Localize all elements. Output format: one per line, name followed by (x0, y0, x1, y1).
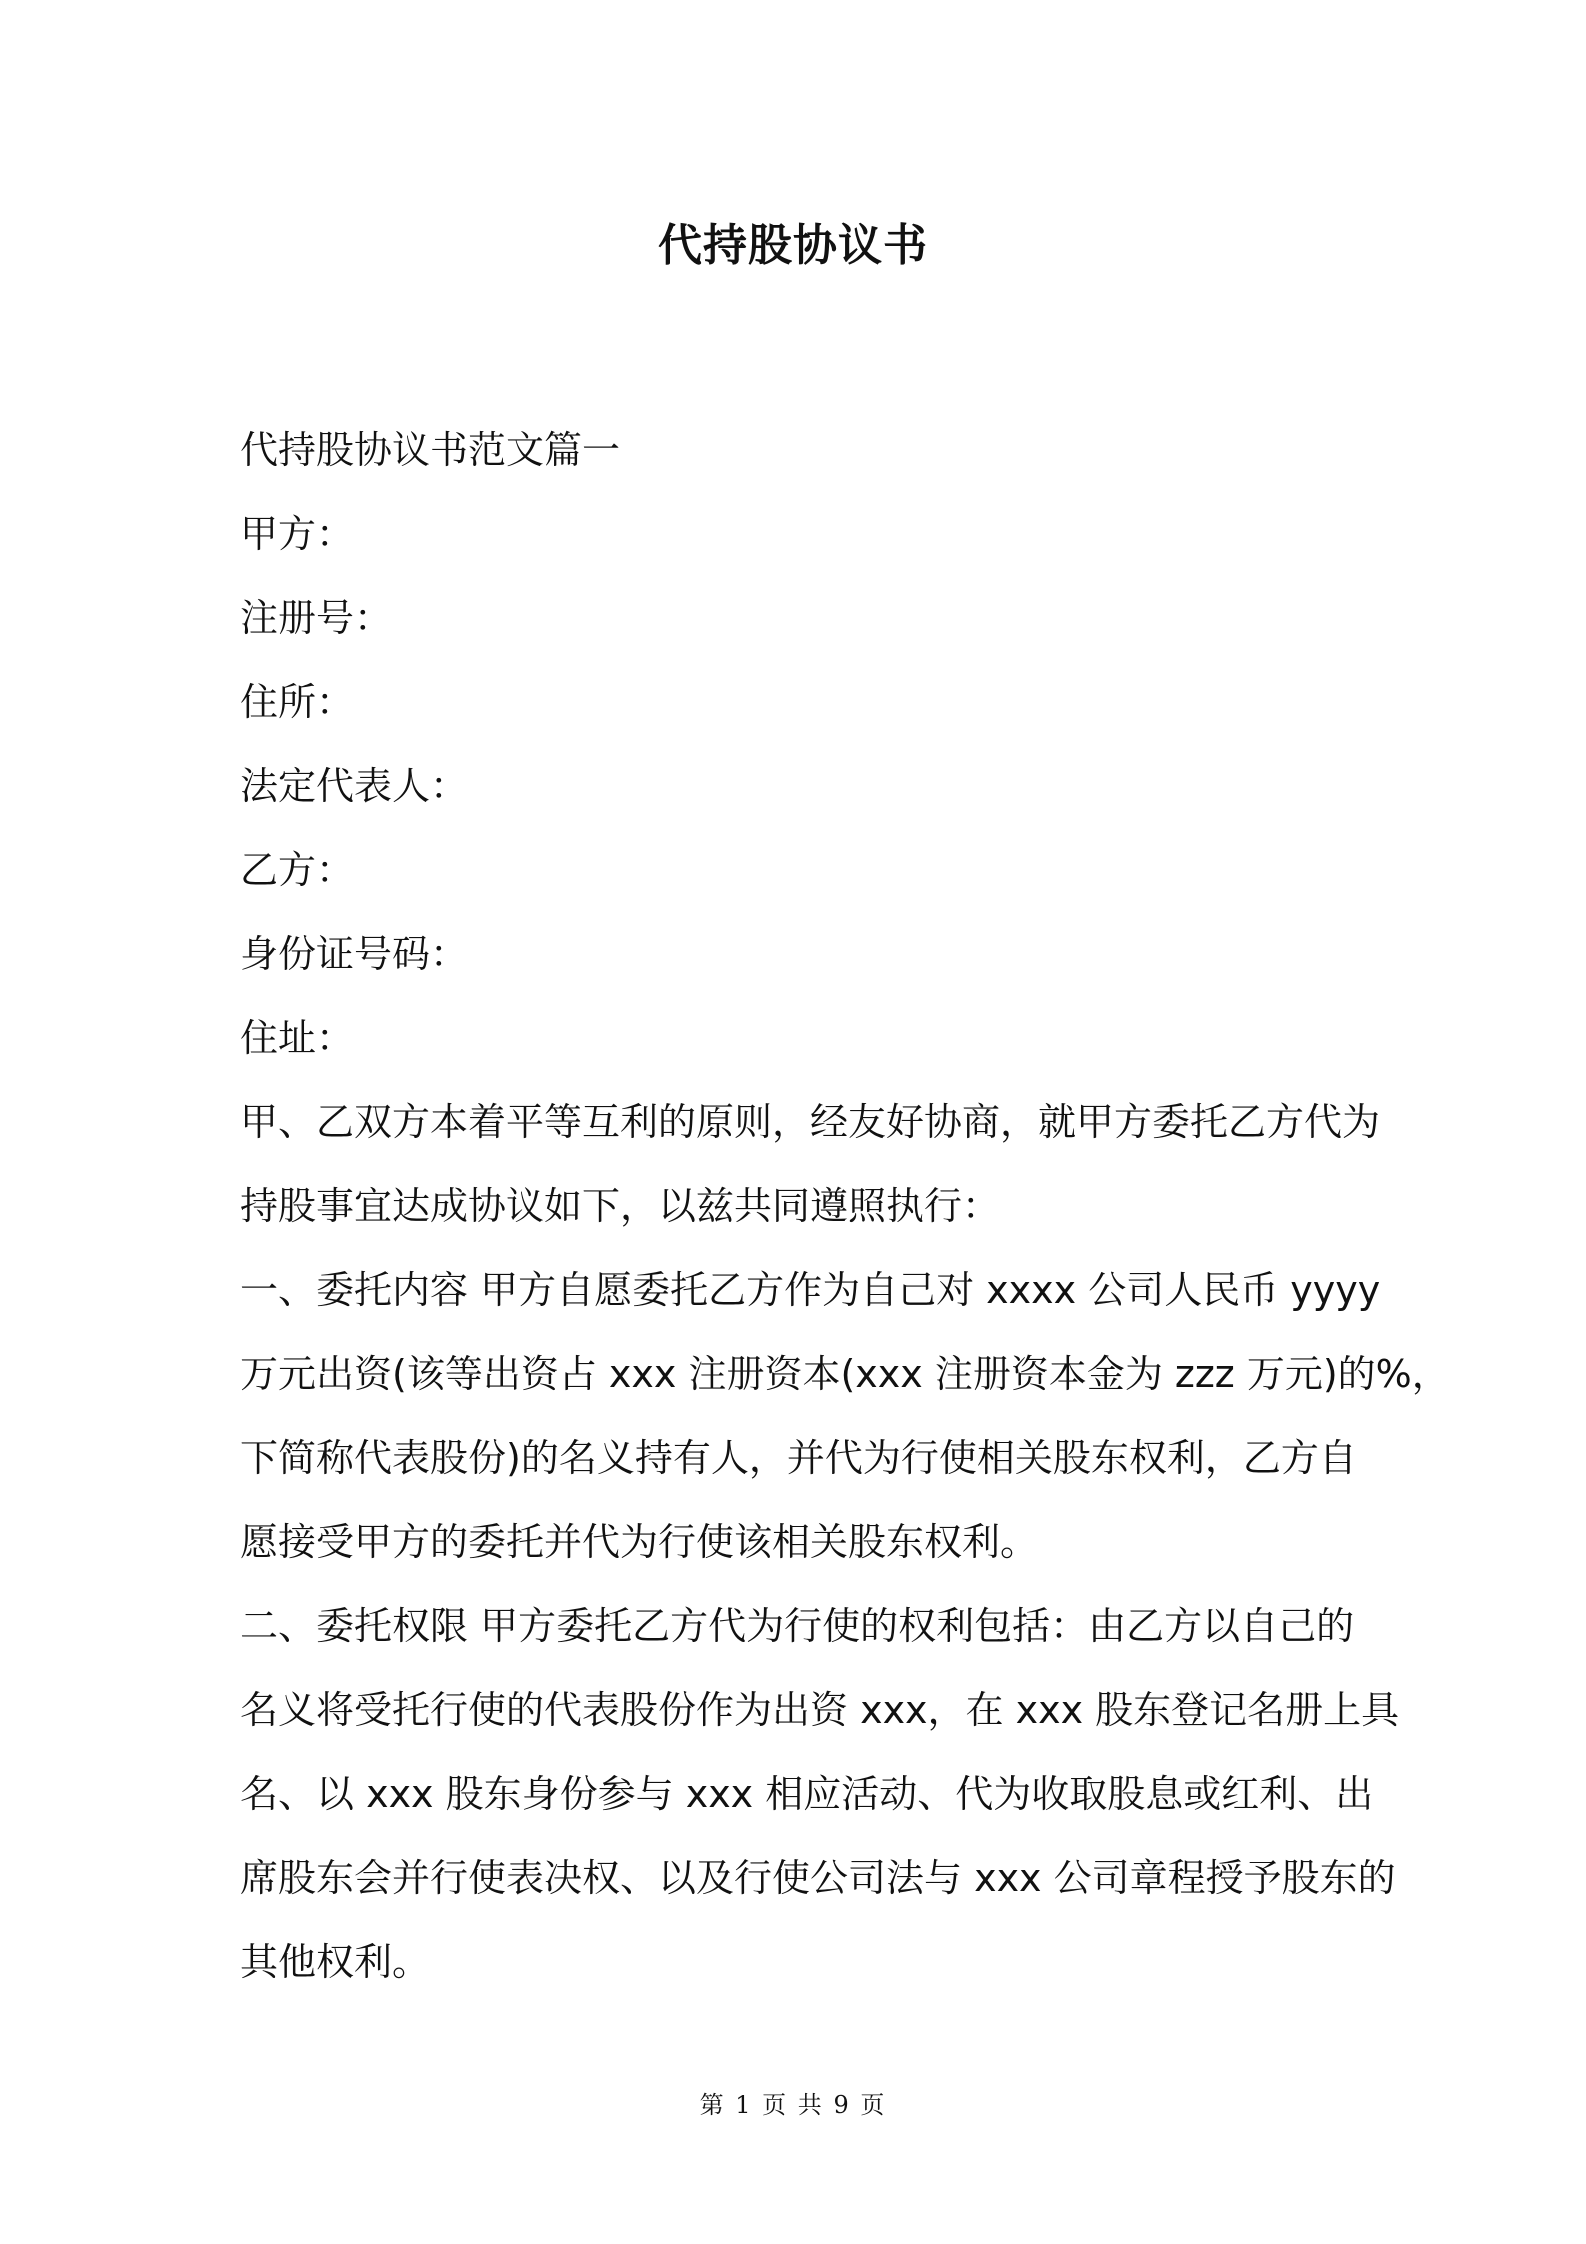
document-title: 代持股协议书 (658, 220, 928, 271)
id-number-label: 身份证号码： (240, 932, 469, 976)
body-line: 其他权利。 (240, 1940, 431, 1984)
body-line: 下简称代表股份)的名义持有人，并代为行使相关股东权利，乙方自 (240, 1436, 1357, 1480)
page-number-footer: 第 1 页 共 9 页 (699, 2091, 887, 2119)
body-line: 名义将受托行使的代表股份作为出资 xxx，在 xxx 股东登记名册上具 (240, 1688, 1400, 1732)
domicile-label: 住所： (240, 680, 355, 724)
body-line: 二、委托权限 甲方委托乙方代为行使的权利包括：由乙方以自己的 (240, 1604, 1355, 1648)
body-line: 甲、乙双方本着平等互利的原则，经友好协商，就甲方委托乙方代为 (240, 1100, 1381, 1144)
party-a-label: 甲方： (240, 512, 355, 556)
body-line: 名、以 xxx 股东身份参与 xxx 相应活动、代为收取股息或红利、出 (240, 1772, 1374, 1816)
body-line: 一、委托内容 甲方自愿委托乙方作为自己对 xxxx 公司人民币 yyyy (240, 1268, 1381, 1312)
body-line: 万元出资(该等出资占 xxx 注册资本(xxx 注册资本金为 zzz 万元)的%， (240, 1352, 1450, 1396)
party-b-label: 乙方： (240, 848, 355, 892)
body-line: 代持股协议书范文篇一 (240, 428, 621, 472)
document-body (240, 408, 1450, 2004)
address-label: 住址： (240, 1016, 355, 1060)
body-line: 愿接受甲方的委托并代为行使该相关股东权利。 (240, 1520, 1039, 1564)
body-line: 持股事宜达成协议如下，以兹共同遵照执行： (240, 1184, 1001, 1228)
registration-number-label: 注册号： (240, 596, 393, 640)
legal-representative-label: 法定代表人： (240, 764, 469, 808)
body-line: 席股东会并行使表决权、以及行使公司法与 xxx 公司章程授予股东的 (240, 1856, 1396, 1900)
